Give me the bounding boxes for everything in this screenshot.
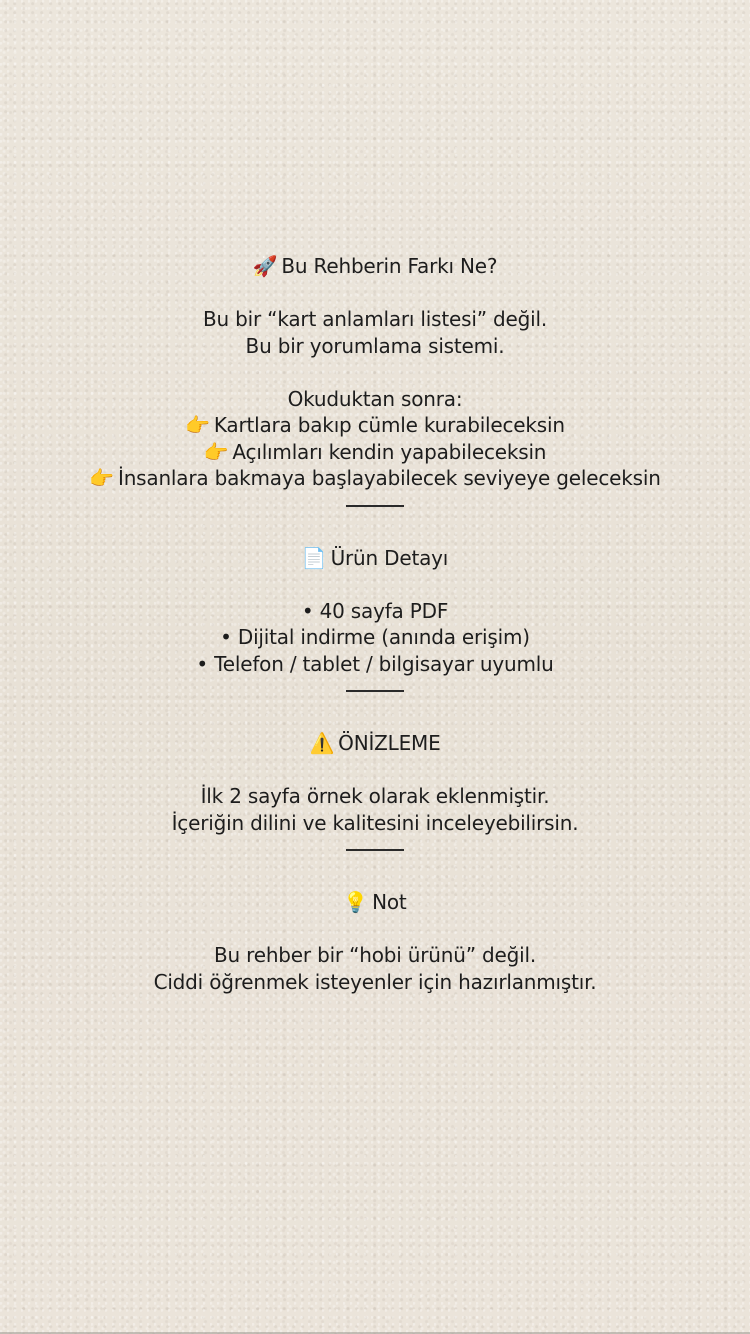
- why-line-2: Bu bir yorumlama sistemi.: [245, 333, 505, 358]
- product-detail-item: • Telefon / tablet / bilgisayar uyumlu: [196, 651, 554, 676]
- product-detail-item: • Dijital indirme (anında erişim): [220, 625, 530, 649]
- why-line-1: Bu bir “kart anlamları listesi” değil.: [203, 307, 547, 331]
- product-detail-item: • 40 sayfa PDF: [301, 598, 449, 623]
- pointing-hand-icon: 👉: [203, 439, 229, 464]
- note-line-1: Bu rehber bir “hobi ürünü” değil.: [213, 943, 537, 967]
- section-note-heading: [0, 889, 750, 916]
- preview-heading-text: ÖNİZLEME: [338, 731, 441, 755]
- why-heading-text: Bu Rehberin Farkı Ne?: [281, 254, 498, 278]
- rocket-icon: 🚀: [252, 254, 278, 278]
- section-product-heading: [0, 545, 750, 572]
- pointing-hand-icon: 👉: [185, 413, 210, 437]
- after-reading-subheading: Okuduktan sonra:: [287, 386, 463, 411]
- section-why-heading: [0, 253, 750, 280]
- section-preview-heading: [0, 730, 750, 757]
- preview-line-2: İçeriğin dilini ve kalitesini inceleyebilirsin.: [171, 810, 579, 835]
- page-icon: 📄: [301, 545, 327, 570]
- benefit-text: Kartlara bakıp cümle kurabileceksin: [213, 413, 565, 437]
- lightbulb-icon: 💡: [343, 890, 369, 914]
- benefit-item: [0, 412, 750, 439]
- benefit-text: İnsanlara bakmaya başlayabilecek seviyeye geleceksin: [118, 466, 661, 490]
- note-line-2: Ciddi öğrenmek isteyenler için hazırlanmıştır.: [153, 969, 597, 994]
- product-heading-text: Ürün Detayı: [330, 545, 449, 570]
- preview-line-1: İlk 2 sayfa örnek olarak eklenmiştir.: [200, 784, 550, 808]
- warning-icon: ⚠️: [309, 731, 335, 755]
- benefit-item: [0, 465, 750, 492]
- benefit-text: Açılımları kendin yapabileceksin: [232, 439, 547, 464]
- pointing-hand-icon: 👉: [89, 466, 114, 490]
- guide-text-card: [0, 253, 750, 995]
- note-heading-text: Not: [372, 890, 407, 914]
- benefit-item: [0, 439, 750, 466]
